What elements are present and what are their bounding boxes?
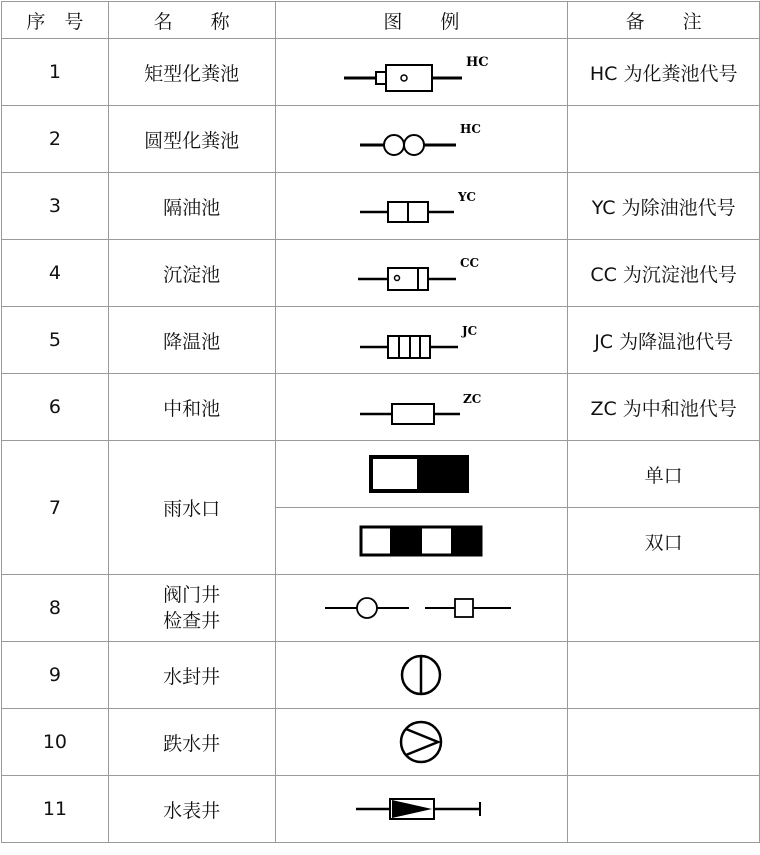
row-name: 雨水口 <box>108 441 275 575</box>
row-symbol <box>275 374 568 441</box>
table-row <box>2 776 760 843</box>
svg-text:HC: HC <box>460 122 482 136</box>
row-number: 7 <box>2 441 109 575</box>
row-symbol <box>275 106 568 173</box>
row-remark-double: 双口 <box>568 508 760 575</box>
double-rain-inlet-icon <box>356 521 486 561</box>
sedimentation-tank-icon <box>336 253 506 293</box>
svg-text:HC: HC <box>466 55 490 70</box>
row-name: 水封井 <box>108 642 275 709</box>
row-remark <box>568 776 760 843</box>
row-remark: CC 为沉淀池代号 <box>568 240 760 307</box>
header-remark: 备 注 <box>568 2 760 39</box>
table-row <box>2 240 760 307</box>
row-number: 10 <box>2 709 109 776</box>
table-row <box>2 173 760 240</box>
row-symbol <box>275 441 568 508</box>
row-remark <box>568 575 760 642</box>
row-symbol <box>275 776 568 843</box>
drop-well-icon <box>396 717 446 767</box>
row-remark: HC 为化粪池代号 <box>568 39 760 106</box>
header-seq: 序 号 <box>2 2 109 39</box>
row-symbol <box>275 575 568 642</box>
row-number: 9 <box>2 642 109 709</box>
cooling-tank-icon <box>336 320 506 360</box>
table-row <box>2 642 760 709</box>
table-row <box>2 39 760 106</box>
round-septic-tank-icon <box>336 119 506 159</box>
row-name-line2: 检查井 <box>163 610 221 632</box>
header-row <box>2 2 760 39</box>
row-symbol <box>275 508 568 575</box>
row-name: 降温池 <box>108 307 275 374</box>
legend-table <box>1 1 760 843</box>
rect-septic-tank-icon <box>336 52 506 92</box>
row-remark-single: 单口 <box>568 441 760 508</box>
table-row <box>2 441 760 508</box>
row-number: 8 <box>2 575 109 642</box>
row-number: 2 <box>2 106 109 173</box>
row-number: 1 <box>2 39 109 106</box>
row-number: 4 <box>2 240 109 307</box>
row-number: 11 <box>2 776 109 843</box>
row-name: 水表井 <box>108 776 275 843</box>
svg-text:JC: JC <box>462 324 478 338</box>
table-row <box>2 709 760 776</box>
neutralization-tank-icon <box>336 387 506 427</box>
valve-inspection-well-icon <box>321 588 521 628</box>
row-name: 中和池 <box>108 374 275 441</box>
row-remark: JC 为降温池代号 <box>568 307 760 374</box>
row-symbol <box>275 307 568 374</box>
svg-text:CC: CC <box>460 256 480 270</box>
row-number: 3 <box>2 173 109 240</box>
row-name: 跌水井 <box>108 709 275 776</box>
grease-trap-icon <box>336 186 506 226</box>
row-remark <box>568 106 760 173</box>
row-remark <box>568 709 760 776</box>
row-symbol <box>275 240 568 307</box>
row-name <box>108 575 275 642</box>
row-name: 隔油池 <box>108 173 275 240</box>
row-name: 矩型化粪池 <box>108 39 275 106</box>
row-number: 5 <box>2 307 109 374</box>
svg-text:YC: YC <box>458 190 477 204</box>
row-symbol <box>275 709 568 776</box>
svg-text:ZC: ZC <box>463 392 482 406</box>
header-name: 名 称 <box>108 2 275 39</box>
row-number: 6 <box>2 374 109 441</box>
row-symbol <box>275 642 568 709</box>
single-rain-inlet-icon <box>366 452 476 496</box>
row-name: 沉淀池 <box>108 240 275 307</box>
row-name: 圆型化粪池 <box>108 106 275 173</box>
water-meter-well-icon <box>346 791 496 827</box>
table-row <box>2 106 760 173</box>
header-figure: 图 例 <box>275 2 568 39</box>
table-row <box>2 307 760 374</box>
table-row <box>2 575 760 642</box>
row-remark <box>568 642 760 709</box>
row-name-line1: 阀门井 <box>163 584 221 606</box>
row-remark: ZC 为中和池代号 <box>568 374 760 441</box>
row-remark: YC 为除油池代号 <box>568 173 760 240</box>
table-row <box>2 374 760 441</box>
water-seal-well-icon <box>396 652 446 698</box>
row-symbol <box>275 173 568 240</box>
row-symbol <box>275 39 568 106</box>
